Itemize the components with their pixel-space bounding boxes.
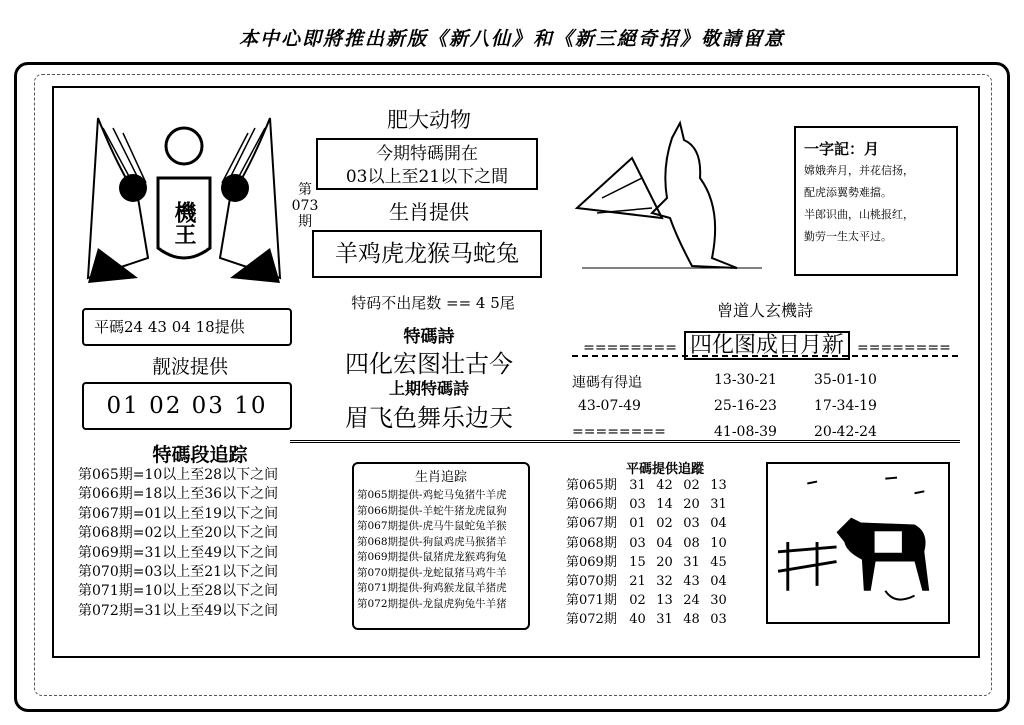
flat-track-number: 31	[629, 478, 646, 493]
flat-track-number: 04	[710, 516, 727, 532]
color-numbers-box: 01 02 03 10	[82, 382, 292, 430]
word-line: 勤劳一生太平过。	[804, 230, 892, 243]
zodiac-row: 第068期提供-狗鼠鸡虎马猴猪羊	[357, 535, 507, 548]
flat-track-number: 01	[629, 516, 646, 532]
word-hint-box	[794, 126, 958, 276]
flat-track-number: 32	[656, 574, 673, 590]
flat-codes-box: 平碼24 43 04 18提供	[82, 308, 292, 346]
flat-track-number: 48	[683, 612, 700, 628]
zodiac-row: 第071期提供-狗鸡猴龙鼠羊猪虎	[357, 582, 507, 594]
flat-track-number: 02	[683, 478, 700, 493]
flat-track-number: 20	[683, 497, 700, 513]
segment-row: 第065期=10以上至28以下之间	[78, 467, 279, 483]
issue-prefix: 第	[298, 182, 312, 198]
flat-track-number: 30	[710, 593, 727, 609]
chain-cell: 20-42-24	[814, 424, 877, 440]
emblem-seal-text: 機王	[171, 201, 197, 245]
flat-track-issue: 第067期	[566, 516, 617, 532]
zodiac-title: 生肖提供	[389, 200, 469, 224]
flat-track-number: 04	[710, 574, 727, 590]
flat-track-number: 03	[710, 612, 727, 628]
flat-track-number: 15	[629, 554, 646, 570]
chain-cell: 25-16-23	[714, 398, 777, 414]
flat-track-number: 03	[629, 535, 646, 551]
chain-cell: 43-07-49	[578, 398, 641, 414]
eagle-emblem-icon	[78, 108, 290, 286]
chain-cell: 17-34-19	[814, 398, 877, 414]
zodiac-row: 第072期提供-龙鼠虎狗兔牛羊猪	[357, 597, 507, 610]
flat-track-number: 43	[683, 574, 700, 590]
word-line: 嫦娥奔月，并花信扬，	[804, 164, 914, 177]
flat-track-number: 45	[710, 554, 727, 570]
zodiac-row: 第065期提供-鸡蛇马兔猪牛羊虎	[357, 489, 507, 501]
eq-left: ========	[583, 340, 677, 356]
poem-label: 特碼詩	[403, 327, 455, 347]
zodiac-track-box	[352, 462, 530, 630]
divider	[572, 355, 958, 357]
flat-track-number: 02	[656, 516, 673, 532]
segment-track-title: 特碼段追踪	[152, 444, 248, 466]
horse-illustration-icon	[766, 462, 950, 624]
flat-track-number: 02	[629, 593, 646, 609]
flat-track-issue: 第065期	[566, 478, 617, 493]
flat-track-number: 31	[683, 554, 700, 570]
segment-row: 第068期=02以上至20以下之间	[78, 525, 279, 542]
flat-track-list	[566, 476, 756, 630]
flat-track-title: 平碼提供追蹤	[625, 462, 704, 477]
zodiac-row: 第066期提供-羊蛇牛猪龙虎鼠狗	[357, 504, 507, 517]
flat-track-number: 13	[656, 593, 673, 609]
center-title: 肥大动物	[387, 108, 471, 132]
eq-right: ========	[857, 340, 951, 356]
flat-track-number: 03	[683, 516, 700, 532]
issue-value: 073	[291, 198, 319, 214]
flat-track-number: 08	[683, 535, 700, 551]
flat-track-number: 04	[656, 535, 673, 551]
flat-track-number: 31	[656, 612, 673, 628]
poem-line: 四化宏图壮古今	[345, 350, 513, 378]
flat-track-issue: 第071期	[566, 593, 617, 609]
flat-track-issue: 第070期	[566, 574, 617, 590]
mystic-poem-line: 四化图成日月新	[684, 331, 850, 360]
flat-track-row	[566, 495, 756, 514]
chain-cell: 41-08-39	[714, 424, 777, 440]
flat-track-number: 10	[710, 535, 727, 551]
flat-track-number: 42	[656, 478, 673, 493]
flat-track-issue: 第068期	[566, 535, 617, 551]
ornamental-divider	[290, 440, 960, 453]
flat-track-number: 13	[710, 478, 727, 493]
flat-track-number: 20	[656, 554, 673, 570]
chain-cell: 13-30-21	[714, 372, 777, 388]
segment-row: 第072期=31以上至49以下之间	[78, 602, 279, 619]
top-banner: 本中心即將推出新版《新八仙》和《新三絕奇招》敬請留意	[238, 28, 785, 50]
word-line: 半郎识曲，山桃报红，	[804, 208, 914, 221]
segment-row: 第071期=10以上至28以下之间	[78, 583, 279, 600]
segment-row: 第066期=18以上至36以下之间	[78, 486, 279, 503]
zodiac-row: 第067期提供-虎马牛鼠蛇兔羊猴	[357, 520, 507, 532]
flat-track-number: 14	[656, 497, 673, 513]
segment-row: 第069期=31以上至49以下之间	[78, 544, 279, 561]
segment-row: 第070期=03以上至21以下之间	[78, 564, 279, 581]
range-line-1: 今期特碼開在	[376, 144, 478, 164]
flat-track-row	[566, 610, 756, 629]
flat-track-number: 21	[629, 574, 646, 590]
flat-track-row	[566, 514, 756, 533]
flat-track-issue: 第072期	[566, 612, 617, 628]
prev-poem-line: 眉飞色舞乐边天	[345, 404, 513, 432]
zodiac-row: 第070期提供-龙蛇鼠猪马鸡牛羊	[357, 566, 507, 579]
segment-track-list	[78, 466, 308, 621]
flat-track-issue: 第069期	[566, 554, 617, 570]
zodiac-list: 羊鸡虎龙猴马蛇兔	[312, 230, 542, 278]
flat-track-number: 24	[683, 593, 700, 609]
current-range-box	[316, 138, 538, 190]
flat-track-row	[566, 476, 756, 495]
range-line-2: 03以上至21以下之間	[345, 167, 509, 187]
color-label: 靓波提供	[151, 356, 228, 378]
flat-track-row	[566, 534, 756, 553]
zodiac-row: 第069期提供-鼠猪虎龙猴鸡狗兔	[357, 551, 507, 563]
flat-track-number: 31	[710, 497, 727, 513]
word-line: 配虎添翼勢难擋。	[804, 186, 892, 199]
chain-cell: 35-01-10	[814, 372, 877, 388]
mystic-poem-title: 曾道人玄機詩	[716, 301, 813, 320]
flat-track-number: 03	[629, 497, 646, 513]
zodiac-track-title: 生肖追踪	[414, 470, 467, 485]
issue-suffix: 期	[298, 214, 312, 230]
tail-rule: 特码不出尾数 == 4 5尾	[351, 294, 515, 312]
segment-row: 第067期=01以上至19以下之间	[78, 505, 279, 522]
flat-track-row	[566, 553, 756, 572]
flat-track-row	[566, 591, 756, 610]
flat-track-number: 40	[629, 612, 646, 628]
chain-cell: ========	[572, 424, 666, 440]
word-heading: 一字記：月	[804, 140, 880, 158]
kangaroo-illustration-icon	[572, 118, 772, 278]
prev-poem-label: 上期特碼詩	[388, 379, 469, 398]
flat-track-issue: 第066期	[566, 497, 617, 513]
chain-label: 連碼有得追	[572, 375, 642, 391]
flat-track-row	[566, 572, 756, 591]
